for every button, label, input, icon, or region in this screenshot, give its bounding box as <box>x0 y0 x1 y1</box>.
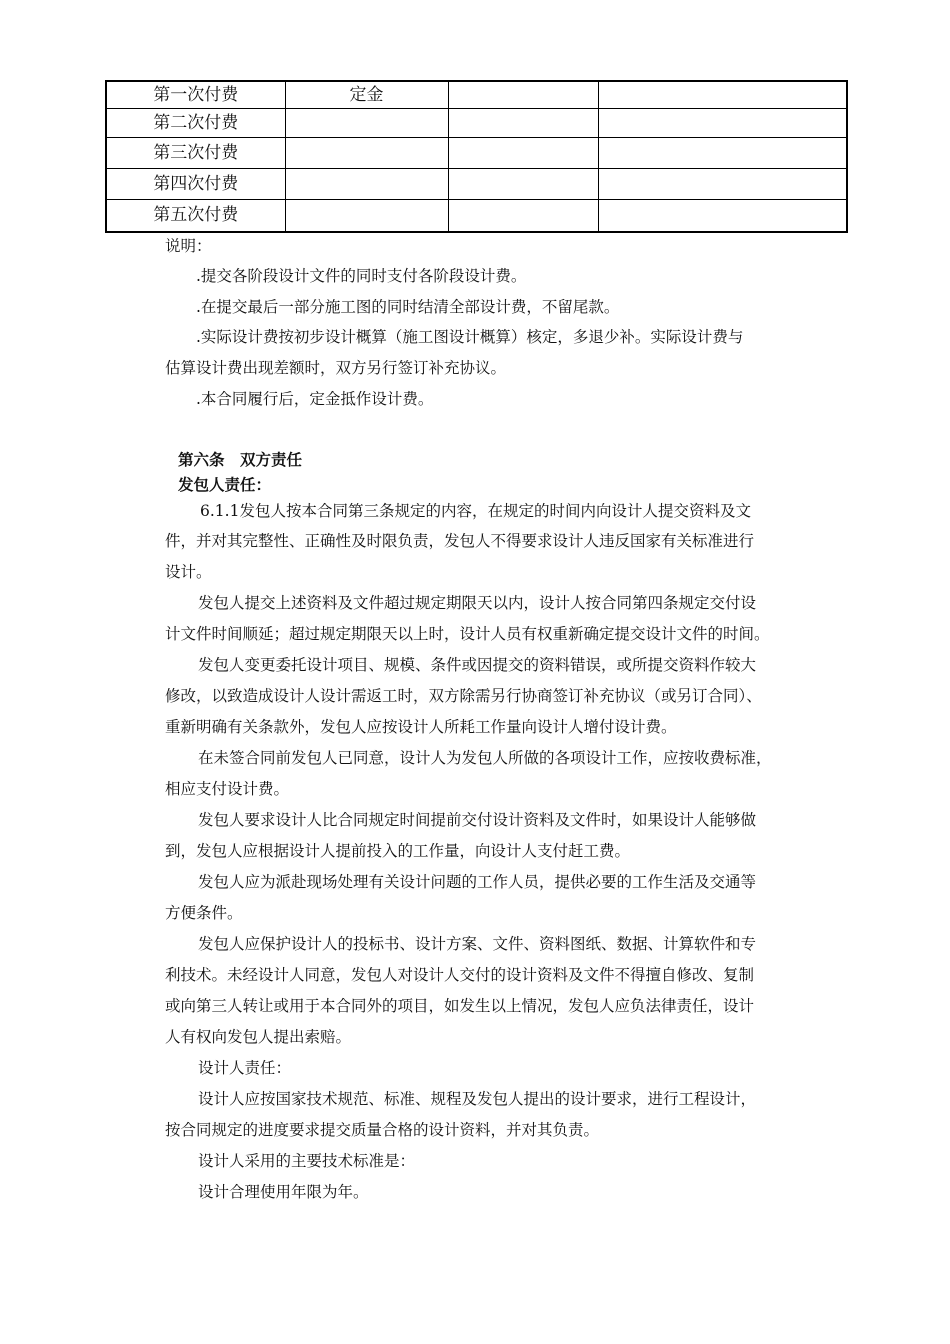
table-cell: 第三次付费 <box>106 138 285 169</box>
payment-schedule-table <box>105 80 848 233</box>
paragraph-line: 发包人应保护设计人的投标书、设计方案、文件、资料图纸、数据、计算软件和专 <box>198 935 757 953</box>
table-cell <box>598 109 847 138</box>
note-line: .实际设计费按初步设计概算（施工图设计概算）核定，多退少补。实际设计费与 <box>196 328 744 346</box>
table-cell <box>285 200 448 233</box>
paragraph-line: 发包人要求设计人比合同规定时间提前交付设计资料及文件时，如果设计人能够做 <box>198 811 757 829</box>
paragraph-line: 6.1.1发包人按本合同第三条规定的内容，在规定的时间内向设计人提交资料及文 <box>200 502 751 520</box>
table-cell <box>448 200 598 233</box>
table-cell: 第五次付费 <box>106 200 285 233</box>
table-cell <box>448 169 598 200</box>
designer-responsibility-heading: 设计人责任： <box>198 1059 292 1077</box>
paragraph-line: 按合同规定的进度要求提交质量合格的设计资料，并对其负责。 <box>165 1121 600 1139</box>
paragraph-line: 设计人应按国家技术规范、标准、规程及发包人提出的设计要求，进行工程设计， <box>198 1090 757 1108</box>
paragraph-line: 利技术。未经设计人同意，发包人对设计人交付的设计资料及文件不得擅自修改、复制 <box>165 966 755 984</box>
table-row <box>106 81 847 109</box>
paragraph-line: 人有权向发包人提出索赔。 <box>165 1028 352 1046</box>
table-cell: 定金 <box>285 81 448 109</box>
article-title: 第六条 双方责任 <box>178 451 303 469</box>
table-cell <box>598 138 847 169</box>
paragraph-line: 件，并对其完整性、正确性及时限负责，发包人不得要求设计人违反国家有关标准进行 <box>165 532 755 550</box>
notes-heading: 说明： <box>165 237 212 255</box>
note-line: 估算设计费出现差额时，双方另行签订补充协议。 <box>165 359 507 377</box>
paragraph-line: 方便条件。 <box>165 904 243 922</box>
table-cell: 第二次付费 <box>106 109 285 138</box>
paragraph-line: 重新明确有关条款外，发包人应按设计人所耗工作量向设计人增付设计费。 <box>165 718 677 736</box>
paragraph-line: 到，发包人应根据设计人提前投入的工作量，向设计人支付赶工费。 <box>165 842 631 860</box>
table-row <box>106 200 847 233</box>
paragraph-line: 发包人提交上述资料及文件超过规定期限天以内，设计人按合同第四条规定交付设 <box>198 594 757 612</box>
paragraph-line: 计文件时间顺延；超过规定期限天以上时，设计人员有权重新确定提交设计文件的时间。 <box>165 625 770 643</box>
table-cell: 第一次付费 <box>106 81 285 109</box>
table-row <box>106 109 847 138</box>
table-cell <box>285 138 448 169</box>
table-cell <box>448 109 598 138</box>
table-cell <box>598 169 847 200</box>
paragraph-line: 设计合理使用年限为年。 <box>198 1183 369 1201</box>
paragraph-line: 发包人应为派赴现场处理有关设计问题的工作人员，提供必要的工作生活及交通等 <box>198 873 757 891</box>
paragraph-line: 或向第三人转让或用于本合同外的项目，如发生以上情况，发包人应负法律责任，设计 <box>165 997 755 1015</box>
paragraph-line: 相应支付设计费。 <box>165 780 290 798</box>
note-line: .提交各阶段设计文件的同时支付各阶段设计费。 <box>196 267 527 285</box>
table-row <box>106 169 847 200</box>
note-line: .本合同履行后，定金抵作设计费。 <box>196 390 434 408</box>
table-cell <box>285 169 448 200</box>
table-cell <box>448 138 598 169</box>
table-cell <box>598 81 847 109</box>
paragraph-line: 设计人采用的主要技术标准是： <box>198 1152 416 1170</box>
note-line: .在提交最后一部分施工图的同时结清全部设计费，不留尾款。 <box>196 298 620 316</box>
paragraph-line: 在未签合同前发包人已同意，设计人为发包人所做的各项设计工作，应按收费标准， <box>198 749 772 767</box>
paragraph-line: 发包人变更委托设计项目、规模、条件或因提交的资料错误，或所提交资料作较大 <box>198 656 757 674</box>
client-responsibility-heading: 发包人责任： <box>178 476 272 494</box>
table-cell: 第四次付费 <box>106 169 285 200</box>
table-cell <box>448 81 598 109</box>
paragraph-line: 修改，以致造成设计人设计需返工时，双方除需另行协商签订补充协议（或另订合同）、 <box>165 687 762 705</box>
table-cell <box>598 200 847 233</box>
table-row <box>106 138 847 169</box>
table-cell <box>285 109 448 138</box>
paragraph-line: 设计。 <box>165 563 212 581</box>
